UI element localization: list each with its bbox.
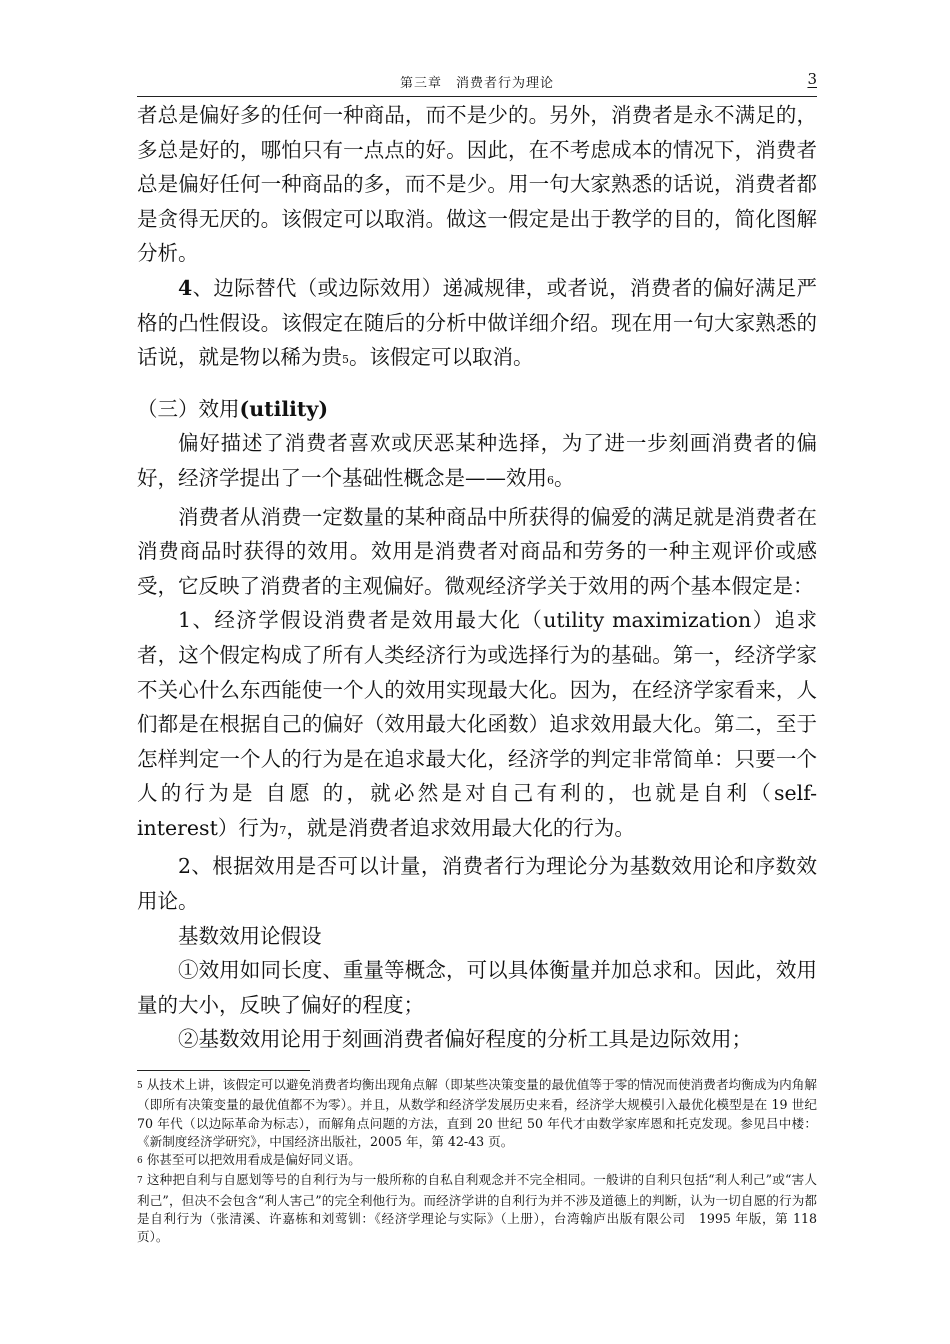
paragraph-assumption-4 (137, 271, 817, 379)
footnotes (137, 1076, 817, 1247)
footnote-5 (137, 1076, 817, 1151)
footnote-7 (137, 1171, 817, 1246)
section-heading-en: (utility) (239, 396, 329, 421)
footnote-ref-5: 5 (342, 353, 349, 367)
paragraph-cardinal-heading: 基数效用论假设 (178, 923, 322, 948)
footnote-text: 这种把自利与自愿划等号的自利行为与一般所称的自私自利观念并不完全相同。一般讲的自利只包括“利人利己”或“害人利己”，但决不会包含“利人害己”的完全利他行为。而经济学讲的自利行为并不涉及道德上的判断，认为一切自愿的行为都是自利行为（张清溪、许嘉栋和刘莺钏：《经济学理论与实际》（上册），台湾翰庐出版有限公司 1995 年版，第 118 页）。 (137, 1172, 817, 1245)
body-text (137, 98, 817, 1057)
paragraph-cardinal-1: ①效用如同长度、重量等概念，可以具体衡量并加总求和。因此，效用量的大小，反映了偏好的程度； (137, 958, 817, 1017)
page-number: 3 (807, 70, 817, 88)
assumption-4-text: 、边际替代（或边际效用）递减规律，或者说，消费者的偏好满足严格的凸性假设。该假定在随后的分析中做详细介绍。现在用一句大家熟悉的话说，就是物以稀为贵 (137, 275, 817, 370)
footnote-ref-6: 6 (547, 473, 554, 487)
footnote-6 (137, 1151, 817, 1171)
utility-max-end: ，就是消费者追求效用最大化的行为。 (286, 815, 635, 840)
section-heading-utility (137, 392, 817, 427)
footnote-text: 你甚至可以把效用看成是偏好同义语。 (146, 1152, 361, 1168)
utility-max-text: 1、经济学假设消费者是效用最大化（utility maximization）追求者，这个假定构成了所有人类经济行为或选择行为的基础。第一，经济学家不关心什么东西能使一个人的效用实现最大化。因为，在经济学家看来，人们都是在根据自己的偏好（效用最大化函数）追求效用最大化。第二，至于怎样判定一个人的行为是在追求最大化，经济学的判定非常简单：只要一个人的行为是 自愿 的，就必然是对自己有利的，也就是自利（self-interest）行为 (137, 608, 817, 840)
footnote-mark: 5 (137, 1081, 143, 1091)
paragraph-utility-intro (137, 426, 817, 499)
footnote-ref-7: 7 (279, 823, 287, 837)
paragraph-utility-maximization (137, 603, 817, 849)
section-heading-prefix: （三）效用 (137, 396, 240, 421)
footnote-mark: 6 (137, 1156, 143, 1167)
paragraph-continued: 者总是偏好多的任何一种商品，而不是少的。另外，消费者是永不满足的，多总是好的，哪怕只有一点点的好。因此，在不考虑成本的情况下，消费者总是偏好任何一种商品的多，而不是少。用一句大家熟悉的话说，消费者都是贪得无厌的。该假定可以取消。做这一假定是出于教学的目的，简化图解分析。 (137, 103, 817, 266)
chapter-title: 第三章 消费者行为理论 (399, 76, 554, 91)
footnote-mark: 7 (137, 1176, 143, 1187)
utility-intro-text: 偏好描述了消费者喜欢或厌恶某种选择，为了进一步刻画消费者的偏好，经济学提出了一个基础性概念是——效用 (137, 431, 817, 490)
utility-intro-end: 。 (554, 465, 575, 490)
paragraph-cardinal-2: ②基数效用论用于刻画消费者偏好程度的分析工具是边际效用； (178, 1027, 752, 1052)
assumption-4-end: 。该假定可以取消。 (349, 345, 534, 370)
paragraph-utility-definition: 消费者从消费一定数量的某种商品中所获得的偏爱的满足就是消费者在消费商品时获得的效用。效用是消费者对商品和劳务的一种主观评价或感受，它反映了消费者的主观偏好。微观经济学关于效用的两个基本假定是： (137, 504, 817, 598)
footnote-text: 从技术上讲，该假定可以避免消费者均衡出现角点解（即某些决策变量的最优值等于零的情况而使消费者均衡成为内角解（即所有决策变量的最优值都不为零）。并且，从数学和经济学发展历史来看，经济学大规模引入最优化模型是在 19 世纪 70 年代（以边际革命为标志），而解角点问题的方法，直到 20 世纪 50 年代才由数学家库恩和托克发现。参见吕中楼：《新制度经济学研究》，中国经济出版社，2005 年，第 42-43 页。 (137, 1077, 817, 1149)
running-header (137, 66, 817, 97)
assumption-number: 4 (178, 275, 193, 300)
paragraph-cardinal-ordinal: 2、根据效用是否可以计量，消费者行为理论分为基数效用论和序数效用论。 (137, 854, 817, 914)
footnote-divider (137, 1070, 310, 1071)
